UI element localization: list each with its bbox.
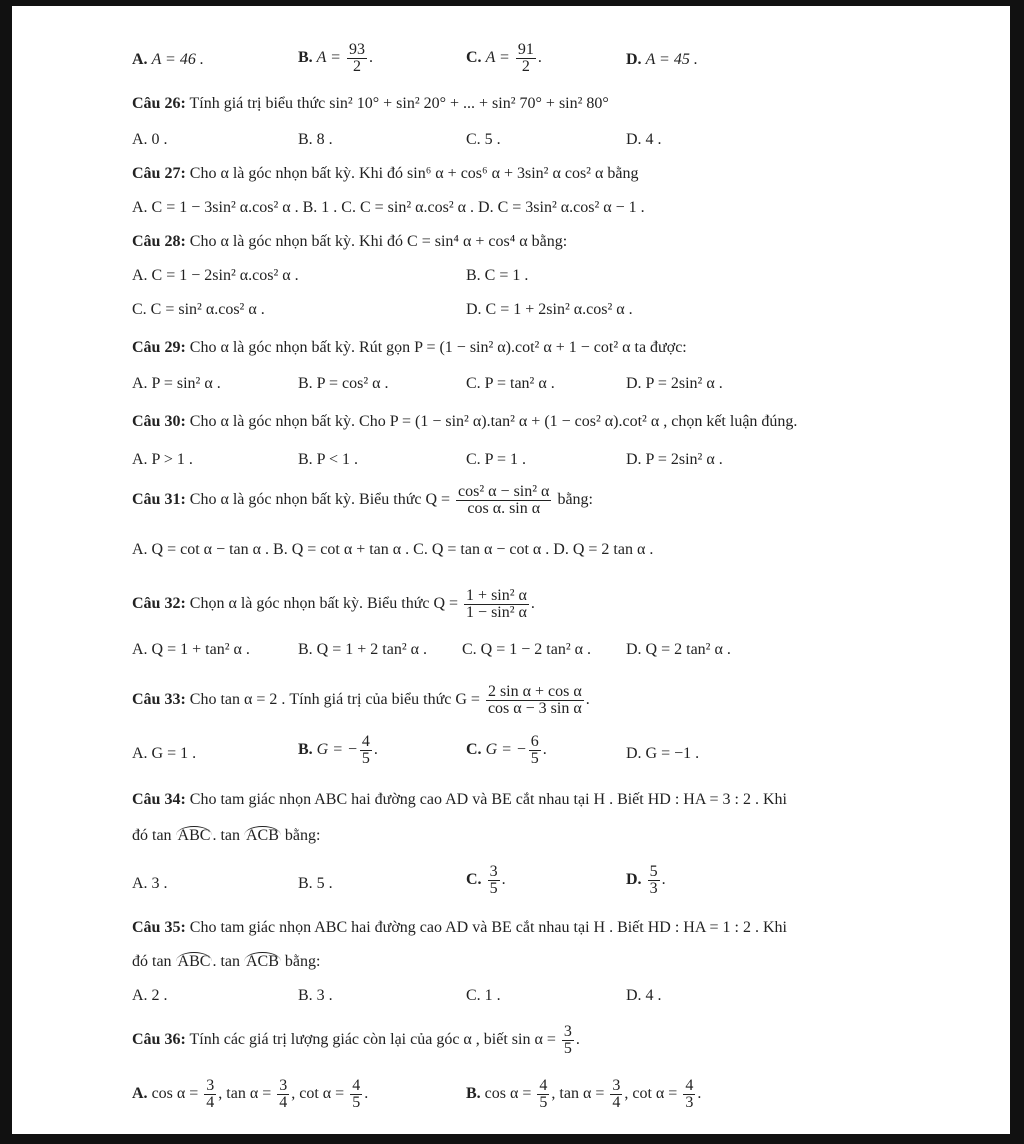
- q29-option-d: D. P = 2sin² α .: [626, 375, 723, 392]
- q34-option-d: D. $\frac{5}{3}$ .: [626, 863, 666, 897]
- fraction: $\frac{91}{2}$: [517, 41, 534, 75]
- q32-option-a: A. Q = 1 + tan² α .: [132, 641, 250, 658]
- q29-option-a: A. P = sin² α .: [132, 375, 221, 392]
- q34-option-b: B. 5 .: [298, 875, 333, 892]
- fraction: $\frac{3}{5}$: [563, 1023, 572, 1057]
- q35-option-a: A. 2 .: [132, 987, 168, 1004]
- q35-line2: đó tan ABC . tan ACB bằng:: [132, 953, 321, 970]
- question-36: Câu 36: Tính các giá trị lượng giác còn lại của góc α , biết sin α = $\frac{3}{5}$ .: [132, 1023, 580, 1057]
- option-b: B. A = $\frac{93}{2}$ .: [298, 41, 373, 75]
- fraction: $\frac{3}{4}$: [279, 1077, 288, 1111]
- question-31: Câu 31: Cho α là góc nhọn bất kỳ. Biểu thức Q = $\frac{\text{cos² α − sin² α}}{\text{cos α. sin α}}$ bằng:: [132, 483, 593, 517]
- fraction: $\frac{3}{4}$: [206, 1077, 215, 1111]
- q30-option-b: B. P < 1 .: [298, 451, 358, 468]
- bottom-border: [0, 1134, 1024, 1144]
- q33-option-a: A. G = 1 .: [132, 745, 197, 762]
- q32-option-c: C. Q = 1 − 2 tan² α .: [462, 641, 591, 658]
- question-26: Câu 26: Tính giá trị biểu thức sin² 10° + sin² 20° + ... + sin² 70° + sin² 80°: [132, 95, 609, 112]
- angle-acb: ACB: [246, 953, 279, 970]
- q29-option-b: B. P = cos² α .: [298, 375, 389, 392]
- question-33: Câu 33: Cho tan α = 2 . Tính giá trị của biểu thức G = $\frac{\text{2 sin α + cos α}}{\text{cos α − 3 sin α}}$ .: [132, 683, 590, 717]
- angle-abc: ABC: [177, 827, 211, 844]
- q32-option-d: D. Q = 2 tan² α .: [626, 641, 731, 658]
- question-30: Câu 30: Cho α là góc nhọn bất kỳ. Cho P = (1 − sin² α).tan² α + (1 − cos² α).cot² α , chọn kết luận đúng.: [132, 413, 798, 430]
- q34-option-c: C. $\frac{3}{5}$ .: [466, 863, 506, 897]
- fraction: $\frac{4}{5}$: [539, 1077, 548, 1111]
- q36-option-a: A. cos α = $\frac{3}{4}$ , tan α = $\frac{3}{4}$ , cot α = $\frac{4}{5}$ .: [132, 1077, 369, 1111]
- fraction: $\frac{93}{2}$: [348, 41, 365, 75]
- q29-option-c: C. P = tan² α .: [466, 375, 555, 392]
- q28-option-d: D. C = 1 + 2sin² α.cos² α .: [466, 301, 633, 318]
- fraction: $\frac{5}{3}$: [649, 863, 658, 897]
- fraction: $\frac{\text{cos² α − sin² α}}{\text{cos α. sin α}}$: [458, 483, 550, 517]
- q30-option-d: D. P = 2sin² α .: [626, 451, 723, 468]
- q35-option-b: B. 3 .: [298, 987, 333, 1004]
- q35-option-c: C. 1 .: [466, 987, 501, 1004]
- q36-option-b: B. cos α = $\frac{4}{5}$ , tan α = $\frac{3}{4}$ , cot α = $\frac{4}{3}$ .: [466, 1077, 702, 1111]
- fraction: $\frac{3}{4}$: [612, 1077, 621, 1111]
- q26-option-a: A. 0 .: [132, 131, 168, 148]
- q28-option-c: C. C = sin² α.cos² α .: [132, 301, 265, 318]
- question-34: Câu 34: Cho tam giác nhọn ABC hai đường cao AD và BE cắt nhau tại H . Biết HD : HA = 3 : 2 . Khi: [132, 791, 787, 808]
- q27-options: A. C = 1 − 3sin² α.cos² α . B. 1 . C. C = sin² α.cos² α . D. C = 3sin² α.cos² α − 1 .: [132, 199, 645, 216]
- fraction: $\frac{3}{5}$: [489, 863, 498, 897]
- q33-option-d: D. G = −1 .: [626, 745, 700, 762]
- option-c: C. A = $\frac{91}{2}$ .: [466, 41, 542, 75]
- top-border: [0, 0, 1024, 6]
- option-a: A. A = 46 .: [132, 51, 204, 68]
- fraction: $\frac{4}{5}$: [361, 733, 370, 767]
- fraction: $\frac{6}{5}$: [530, 733, 539, 767]
- q34-line2: đó tan ABC . tan ACB bằng:: [132, 827, 321, 844]
- q34-option-a: A. 3 .: [132, 875, 168, 892]
- angle-acb: ACB: [246, 827, 279, 844]
- q30-option-a: A. P > 1 .: [132, 451, 193, 468]
- angle-abc: ABC: [177, 953, 211, 970]
- q33-option-c: C. G = − $\frac{6}{5}$ .: [466, 733, 547, 767]
- fraction: $\frac{\text{2 sin α + cos α}}{\text{cos α − 3 sin α}}$: [487, 683, 582, 717]
- q28-option-a: A. C = 1 − 2sin² α.cos² α .: [132, 267, 299, 284]
- q32-option-b: B. Q = 1 + 2 tan² α .: [298, 641, 427, 658]
- q26-option-c: C. 5 .: [466, 131, 501, 148]
- q31-options: A. Q = cot α − tan α . B. Q = cot α + tan α . C. Q = tan α − cot α . D. Q = 2 tan α .: [132, 541, 654, 558]
- q33-option-b: B. G = − $\frac{4}{5}$ .: [298, 733, 378, 767]
- q30-option-c: C. P = 1 .: [466, 451, 526, 468]
- question-32: Câu 32: Chọn α là góc nhọn bất kỳ. Biểu thức Q = $\frac{\text{1 + sin² α}}{\text{1 − sin² α}}$ .: [132, 587, 535, 621]
- right-border: [1010, 0, 1024, 1144]
- q26-option-d: D. 4 .: [626, 131, 662, 148]
- question-29: Câu 29: Cho α là góc nhọn bất kỳ. Rút gọn P = (1 − sin² α).cot² α + 1 − cot² α ta được:: [132, 339, 687, 356]
- option-d: D. A = 45 .: [626, 51, 698, 68]
- q26-option-b: B. 8 .: [298, 131, 333, 148]
- fraction: $\frac{4}{3}$: [685, 1077, 694, 1111]
- q28-option-b: B. C = 1 .: [466, 267, 529, 284]
- question-27: Câu 27: Cho α là góc nhọn bất kỳ. Khi đó sin⁶ α + cos⁶ α + 3sin² α cos² α bằng: [132, 165, 639, 182]
- question-28: Câu 28: Cho α là góc nhọn bất kỳ. Khi đó C = sin⁴ α + cos⁴ α bằng:: [132, 233, 568, 250]
- fraction: $\frac{\text{1 + sin² α}}{\text{1 − sin² α}}$: [466, 587, 527, 621]
- question-35: Câu 35: Cho tam giác nhọn ABC hai đường cao AD và BE cắt nhau tại H . Biết HD : HA = 1 : 2 . Khi: [132, 919, 787, 936]
- left-border: [0, 0, 12, 1144]
- fraction: $\frac{4}{5}$: [352, 1077, 361, 1111]
- q35-option-d: D. 4 .: [626, 987, 662, 1004]
